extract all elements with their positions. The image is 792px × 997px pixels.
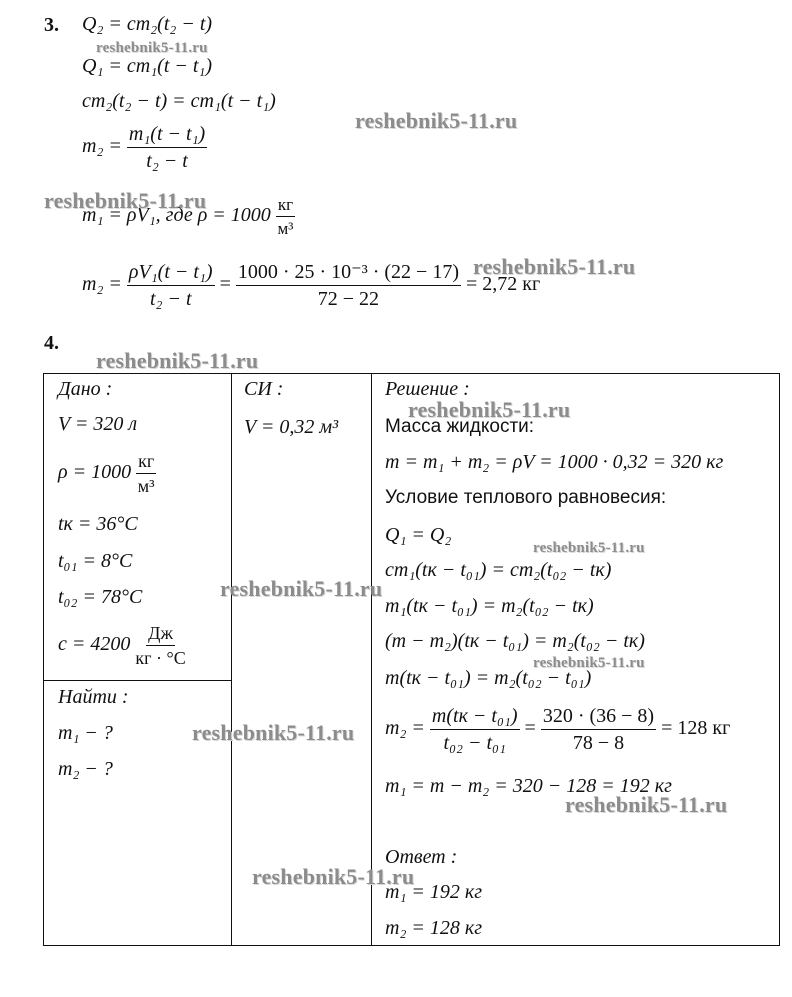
watermark: reshebnik5-11.ru bbox=[96, 348, 259, 373]
m2-solution-fraction-2: $\frac{320 \cdot (36 - 8)}{78 - 8}$ bbox=[542, 705, 655, 754]
watermark: reshebnik5-11.ru bbox=[44, 188, 207, 213]
solution-heading: Решение : bbox=[385, 378, 470, 400]
si-volume: V = 0,32 м³ bbox=[244, 416, 339, 438]
given-volume: V = 320 л bbox=[58, 413, 138, 435]
density-unit: $\frac{кг}{\text{м³}}$ bbox=[277, 195, 294, 238]
answer-m2: m₂ = 128 кг bbox=[385, 917, 483, 939]
calc-fraction-1: $\frac{\text{ρV₁(t − t₁)}}{\text{t₂ − t}}$ bbox=[128, 261, 213, 310]
m1-solution: m₁ = m − m₂ = 320 − 128 = 192 кг bbox=[385, 775, 672, 797]
heat-capacity-unit: $\frac{Дж}{кг \cdot ^\circ C}$ bbox=[135, 623, 186, 668]
watermark: reshebnik5-11.ru bbox=[565, 792, 728, 817]
watermark: reshebnik5-11.ru bbox=[355, 108, 518, 133]
find-m2: m₂ − ? bbox=[58, 758, 113, 780]
heat-equality: Q₁ = Q₂ bbox=[385, 524, 452, 546]
given-heat-capacity: c = 4200 $\frac{Дж}{кг \cdot ^\circ C}$ bbox=[58, 623, 186, 668]
find-m1: m₁ − ? bbox=[58, 722, 113, 744]
m2-fraction: $\frac{\text{m₁(t − t₁)}}{\text{t₂ − t}}$ bbox=[128, 123, 206, 172]
given-density: ρ = 1000 $\frac{кг}{\text{м³}}$ bbox=[58, 451, 155, 496]
q1-formula: Q₁ = cm₁(t − t₁) bbox=[82, 55, 213, 77]
si-heading: СИ : bbox=[244, 378, 284, 400]
solution-table bbox=[43, 373, 780, 946]
q2-formula: Q₂ = cm₂(t₂ − t) bbox=[82, 13, 213, 35]
heat-balance-line-2: m₁(tк − t₀₁) = m₂(t₀₂ − tк) bbox=[385, 595, 594, 617]
watermark: reshebnik5-11.ru bbox=[533, 540, 645, 556]
watermark: reshebnik5-11.ru bbox=[408, 397, 571, 422]
balance-formula: cm₂(t₂ − t) = cm₁(t − t₁) bbox=[82, 90, 276, 112]
mass-label: Масса жидкости: bbox=[385, 416, 535, 437]
m2-calc-formula: m₂ = $\frac{\text{ρV₁(t − t₁)}}{\text{t₂ − t}}$ = $\frac{\text{1000 · 25 · 10⁻³ · (22 − 17)}}{72 - 22}$ = 2,72 кг bbox=[82, 261, 541, 310]
find-heading: Найти : bbox=[58, 686, 129, 708]
watermark: reshebnik5-11.ru bbox=[192, 720, 355, 745]
calc-fraction-2: $\frac{\text{1000 · 25 · 10⁻³ · (22 − 17)}}{72 - 22}$ bbox=[237, 261, 459, 310]
answer-m1: m₁ = 192 кг bbox=[385, 881, 483, 903]
mass-equation: m = m₁ + m₂ = ρV = 1000 · 0,32 = 320 кг bbox=[385, 451, 724, 473]
given-temp-2: t₀₂ = 78°C bbox=[58, 586, 143, 608]
m2-formula: m₂ = $\frac{\text{m₁(t − t₁)}}{\text{t₂ − t}}$ bbox=[82, 123, 206, 172]
watermark: reshebnik5-11.ru bbox=[252, 864, 415, 889]
given-final-temp: tк = 36°C bbox=[58, 513, 138, 535]
watermark: reshebnik5-11.ru bbox=[220, 576, 383, 601]
m1-formula: m₁ = ρV₁, где ρ = 1000 $\frac{кг}{\text{м³}}$ bbox=[82, 195, 294, 238]
answer-heading: Ответ : bbox=[385, 846, 458, 868]
m2-solution-fraction-1: $\frac{\text{m(tк − t₀₁)}}{\text{t₀₂ − t₀₁}}$ bbox=[431, 705, 518, 754]
column-divider-si bbox=[371, 374, 372, 945]
given-heading: Дано : bbox=[58, 378, 113, 400]
column-divider-given bbox=[231, 374, 232, 945]
heat-balance-line-3: (m − m₂)(tк − t₀₁) = m₂(t₀₂ − tк) bbox=[385, 630, 645, 652]
problem-4-number: 4. bbox=[44, 332, 59, 354]
watermark: reshebnik5-11.ru bbox=[533, 655, 645, 671]
given-temp-1: t₀₁ = 8°C bbox=[58, 550, 133, 572]
given-density-unit: $\frac{кг}{\text{м³}}$ bbox=[137, 451, 155, 496]
problem-3-number: 3. bbox=[44, 14, 59, 36]
heat-balance-line-1: cm₁(tк − t₀₁) = cm₂(t₀₂ − tк) bbox=[385, 559, 612, 581]
watermark: reshebnik5-11.ru bbox=[96, 40, 208, 56]
row-divider-find bbox=[44, 680, 232, 681]
balance-label: Условие теплового равновесия: bbox=[385, 487, 667, 508]
m2-solution: m₂ = $\frac{\text{m(tк − t₀₁)}}{\text{t₀₂ − t₀₁}}$ = $\frac{320 \cdot (36 - 8)}{78 - 8}$ = 128 кг bbox=[385, 705, 731, 754]
heat-balance-line-4: m(tк − t₀₁) = m₂(t₀₂ − t₀₁) bbox=[385, 667, 592, 689]
watermark: reshebnik5-11.ru bbox=[473, 254, 636, 279]
